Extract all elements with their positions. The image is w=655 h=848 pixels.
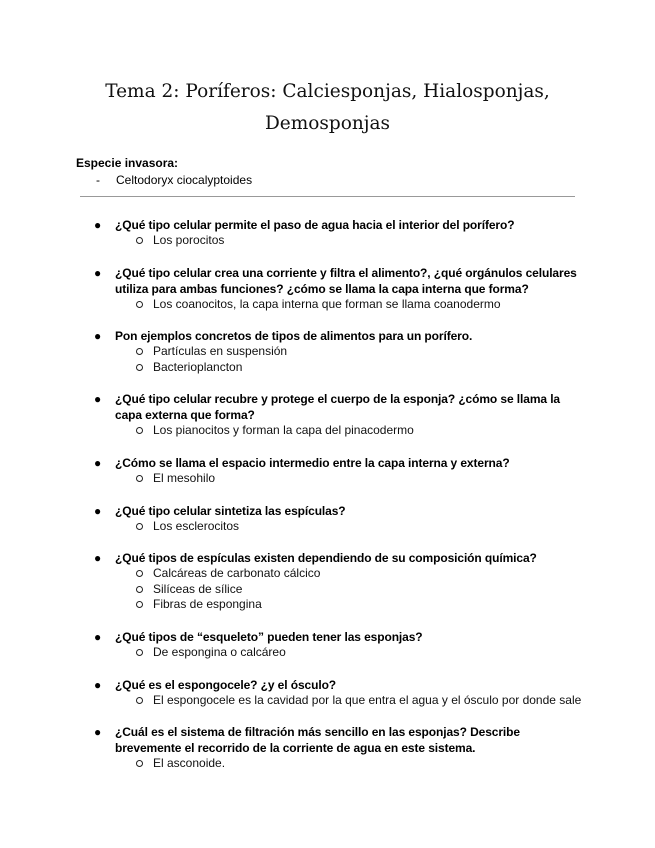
answer-list	[0, 297, 655, 313]
question-text	[94, 328, 585, 344]
answer-item	[153, 645, 655, 661]
answer-list	[0, 519, 655, 535]
answer-item	[153, 756, 655, 772]
answer-item	[153, 597, 655, 613]
answer-text: Calcáreas de carbonato cálcico	[153, 566, 321, 581]
question-item	[0, 550, 655, 613]
question-label: ¿Cuál es el sistema de filtración más sencillo en las esponjas? Describe brevemente el recorrido de la corriente de agua en este sistema.	[115, 725, 520, 756]
invasive-species-name: Celtodoryx ciocalyptoides	[116, 173, 253, 187]
question-item	[0, 265, 655, 313]
answer-text: El asconoide.	[153, 756, 226, 771]
bullet-icon: ●	[94, 455, 102, 470]
question-item	[0, 391, 655, 439]
invasive-species-item	[76, 172, 252, 188]
bullet-icon: ●	[94, 392, 102, 407]
circle-bullet-icon	[136, 475, 143, 482]
question-label: ¿Qué tipo celular permite el paso de agua hacia el interior del porífero?	[115, 218, 515, 232]
question-text	[94, 391, 585, 423]
answer-text: De espongina o calcáreo	[153, 644, 286, 659]
bullet-icon: ●	[94, 218, 102, 232]
answer-item	[153, 566, 655, 582]
bullet-icon: ●	[94, 265, 102, 280]
title-line-1: Tema 2: Poríferos: Calciesponjas, Hialosponjas,	[105, 81, 550, 102]
answer-text: Silíceas de sílice	[153, 581, 243, 596]
circle-bullet-icon	[136, 301, 143, 308]
answer-item	[153, 297, 655, 313]
answer-list	[0, 566, 655, 613]
circle-bullet-icon	[136, 348, 143, 355]
circle-bullet-icon	[136, 570, 143, 577]
answer-text: Fibras de espongina	[153, 597, 262, 612]
answer-list	[0, 645, 655, 661]
dash-bullet: -	[96, 173, 100, 187]
answer-list	[0, 693, 655, 709]
answer-list	[0, 423, 655, 439]
answer-text: Los esclerocitos	[153, 518, 240, 533]
horizontal-divider	[80, 196, 575, 197]
question-list	[0, 217, 655, 788]
answer-text: Los pianocitos y forman la capa del pinacodermo	[153, 423, 414, 438]
question-item	[0, 328, 655, 375]
answer-text: Partículas en suspensión	[153, 344, 288, 359]
circle-bullet-icon	[136, 427, 143, 434]
answer-text: Los coanocitos, la capa interna que forman se llama coanodermo	[153, 296, 501, 311]
bullet-icon: ●	[94, 551, 102, 566]
question-label: Pon ejemplos concretos de tipos de alimentos para un porífero.	[115, 329, 473, 344]
bullet-icon: ●	[94, 629, 102, 644]
question-item	[0, 677, 655, 709]
question-item	[0, 629, 655, 661]
question-label: ¿Qué tipo celular crea una corriente y filtra el alimento?, ¿qué orgánulos celulares utiliza para ambas funciones? ¿cómo se llama la capa interna que forma?	[115, 265, 577, 296]
bullet-icon: ●	[94, 503, 102, 518]
circle-bullet-icon	[136, 523, 143, 530]
answer-item	[153, 519, 655, 535]
answer-item	[153, 582, 655, 598]
question-label: ¿Qué tipo celular sintetiza las espículas?	[115, 503, 346, 518]
question-item	[0, 724, 655, 772]
question-text	[94, 629, 585, 645]
question-label: ¿Cómo se llama el espacio intermedio entre la capa interna y externa?	[115, 455, 510, 470]
question-label: ¿Qué tipo celular recubre y protege el cuerpo de la esponja? ¿cómo se llama la capa externa que forma?	[115, 392, 561, 423]
answer-text: Los porocitos	[153, 233, 225, 247]
circle-bullet-icon	[136, 649, 143, 656]
circle-bullet-icon	[136, 364, 143, 371]
answer-text: El mesohilo	[153, 470, 216, 485]
circle-bullet-icon	[136, 586, 143, 593]
question-label: ¿Qué es el espongocele? ¿y el ósculo?	[115, 677, 337, 692]
answer-list	[0, 471, 655, 487]
bullet-icon: ●	[94, 725, 102, 740]
page-title	[60, 76, 595, 140]
answer-text: Bacterioplancton	[153, 359, 243, 374]
answer-item	[153, 693, 655, 709]
bullet-icon: ●	[94, 329, 102, 344]
circle-bullet-icon	[136, 601, 143, 608]
question-text	[94, 550, 585, 566]
bullet-icon: ●	[94, 677, 102, 692]
answer-item	[153, 344, 655, 360]
answer-item	[153, 471, 655, 487]
question-label: ¿Qué tipos de “esqueleto” pueden tener las esponjas?	[115, 629, 423, 644]
question-text	[94, 217, 585, 233]
circle-bullet-icon	[136, 760, 143, 767]
answer-list	[0, 756, 655, 772]
question-label: ¿Qué tipos de espículas existen dependiendo de su composición química?	[115, 551, 537, 566]
answer-item	[153, 423, 655, 439]
answer-list	[0, 344, 655, 375]
circle-bullet-icon	[136, 697, 143, 704]
question-item	[0, 503, 655, 535]
invasive-species-label: Especie invasora:	[76, 156, 179, 170]
question-text	[94, 677, 585, 693]
answer-item	[153, 360, 655, 376]
invasive-species-section	[76, 155, 252, 188]
answer-item	[153, 233, 655, 249]
question-item	[0, 217, 655, 249]
circle-bullet-icon	[136, 237, 143, 244]
answer-text: El espongocele es la cavidad por la que entra el agua y el ósculo por donde sale	[153, 692, 582, 707]
question-text	[94, 455, 585, 471]
question-item	[0, 455, 655, 487]
title-line-2: Demosponjas	[264, 113, 391, 134]
answer-list	[0, 233, 655, 249]
question-text	[94, 724, 585, 756]
question-text	[94, 265, 585, 297]
question-text	[94, 503, 585, 519]
